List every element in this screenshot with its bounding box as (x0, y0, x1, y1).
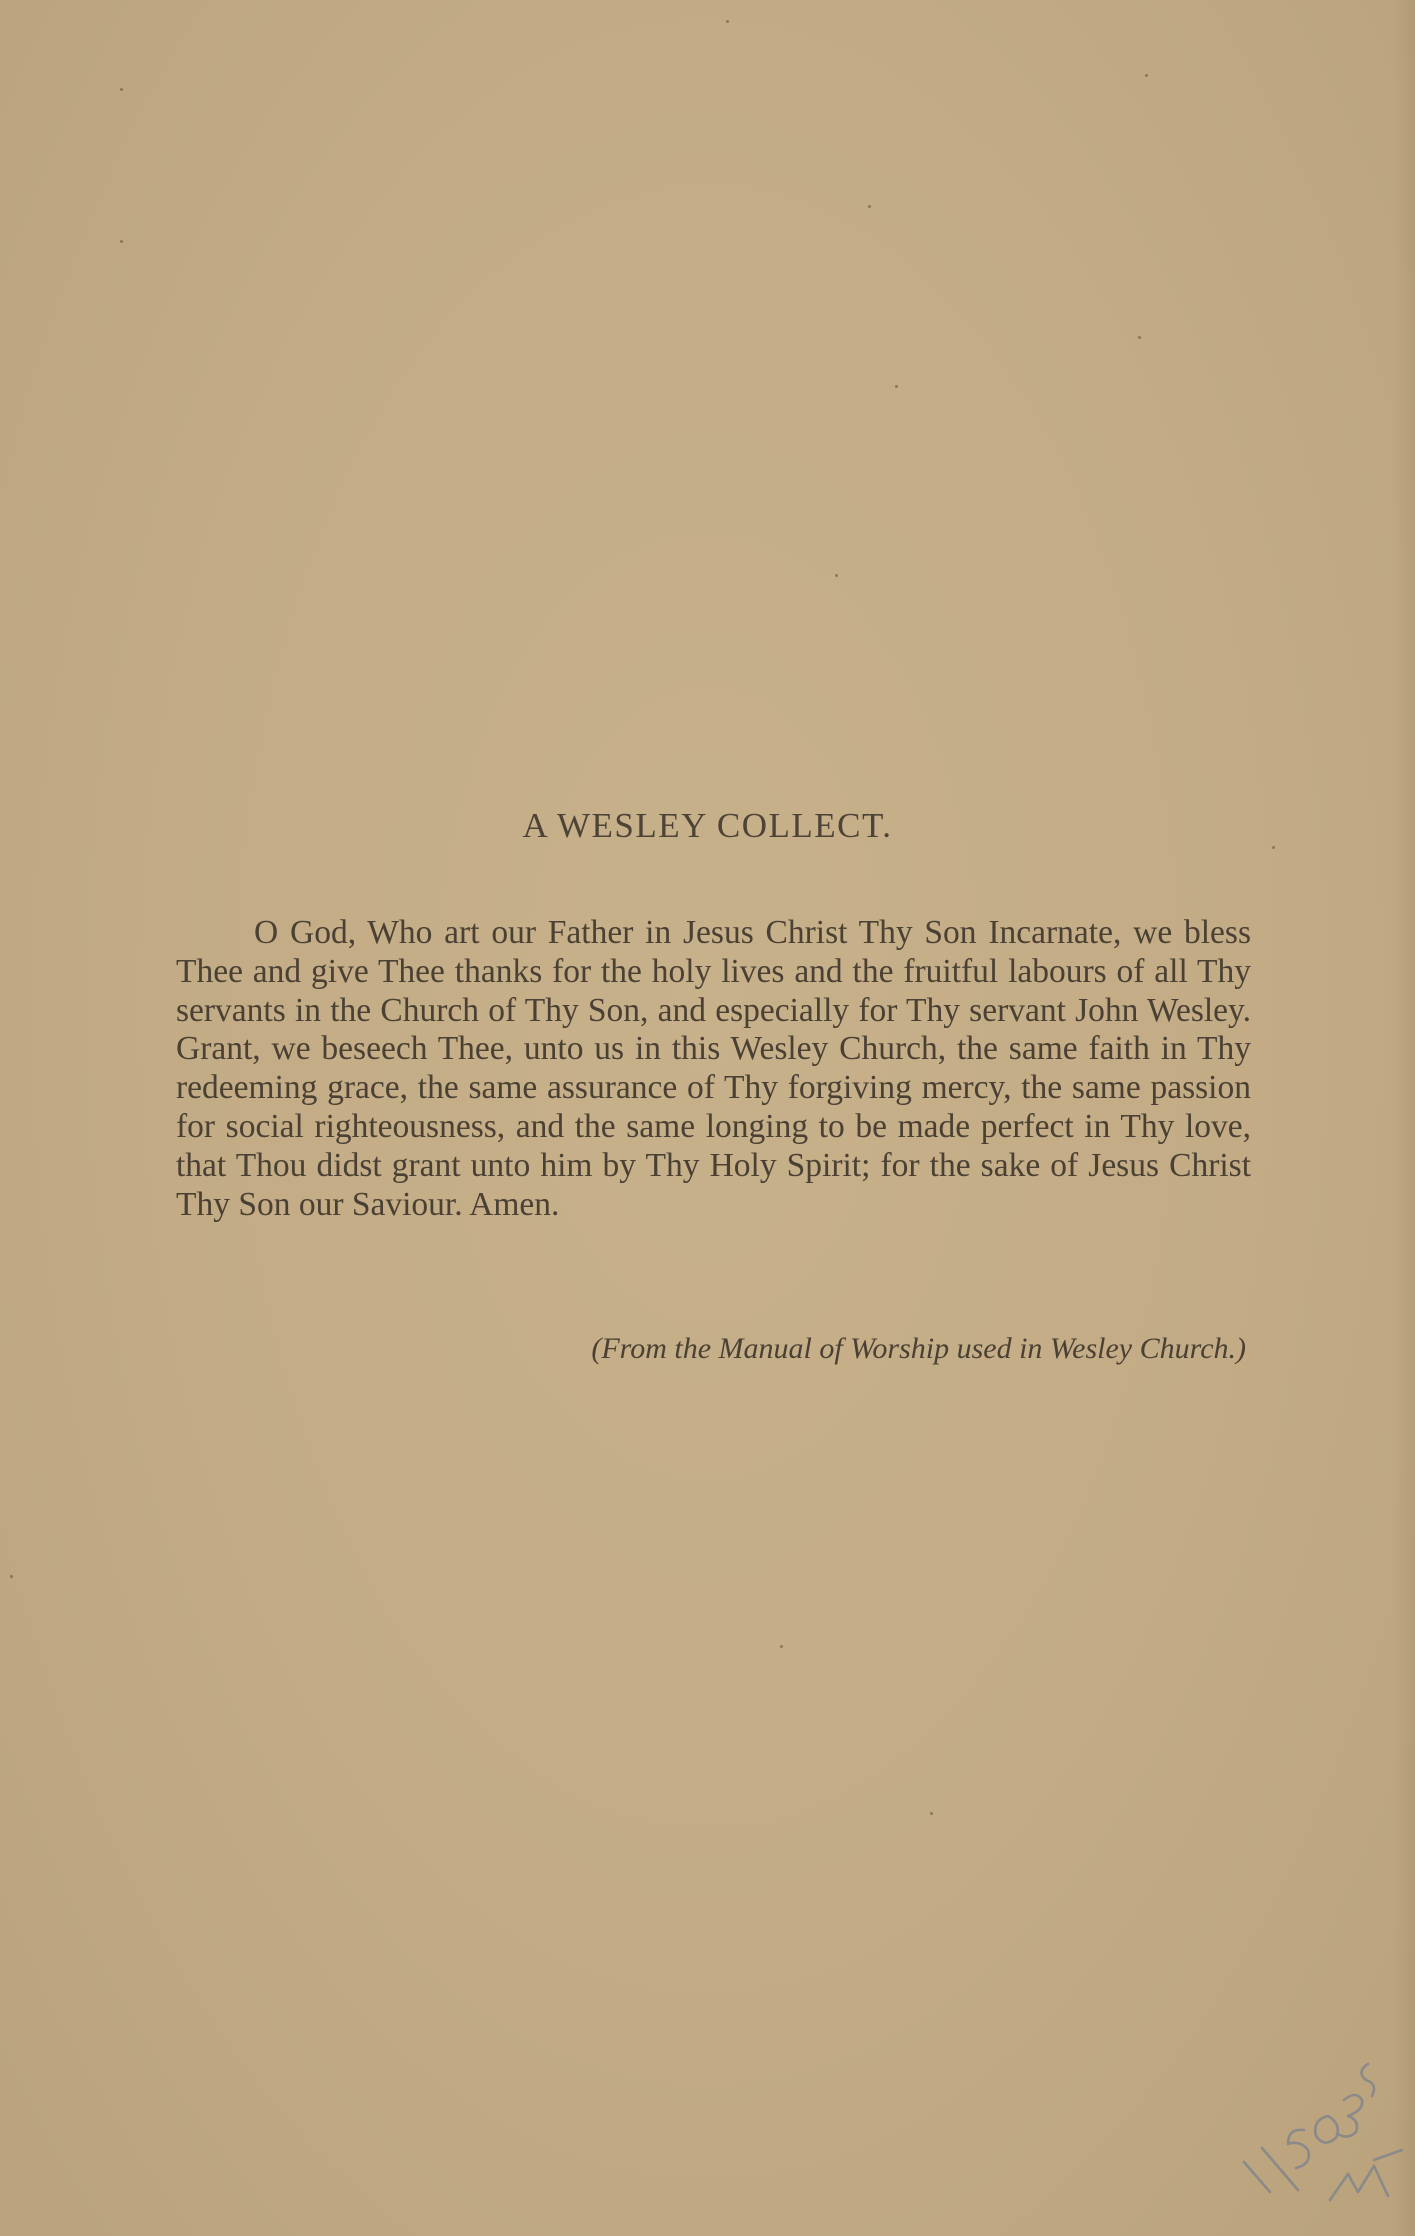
paper-speck (1145, 74, 1148, 77)
handwritten-numerals (1244, 2064, 1374, 2192)
paper-speck (930, 1812, 933, 1815)
collect-prayer-text: O God, Who art our Father in Jesus Christ Thy Son Incarnate, we bless Thee and give Thee thanks for the holy lives and the fruitful labours of all Thy servants in the Church of Thy Son, and especially for Thy servant John Wesley. Grant, we beseech Thee, unto us in this Wesley Church, the same faith in Thy redeeming grace, the same assurance of Thy forgiving mercy, the same passion for social righteousness, and the same longing to be made perfect in Thy love, that Thou didst grant unto him by Thy Holy Spirit; for the sake of Jesus Christ Thy Son our Saviour. Amen. (176, 914, 1251, 1223)
paper-speck (726, 20, 729, 23)
page-edge-shadow (1393, 0, 1415, 2236)
paper-speck (835, 574, 838, 577)
handwritten-initial (1330, 2150, 1402, 2200)
paper-speck (780, 1645, 783, 1648)
paper-speck (10, 1575, 13, 1578)
paper-speck (868, 205, 871, 208)
paper-speck (120, 88, 123, 91)
paper-speck (895, 385, 898, 388)
document-title: A WESLEY COLLECT. (522, 806, 893, 845)
source-attribution: (From the Manual of Worship used in Wesley Church.) (591, 1332, 1246, 1365)
handwritten-catalog-mark (1232, 2050, 1412, 2230)
paper-speck (120, 240, 123, 243)
paper-speck (1138, 336, 1141, 339)
paper-speck (1272, 846, 1275, 849)
